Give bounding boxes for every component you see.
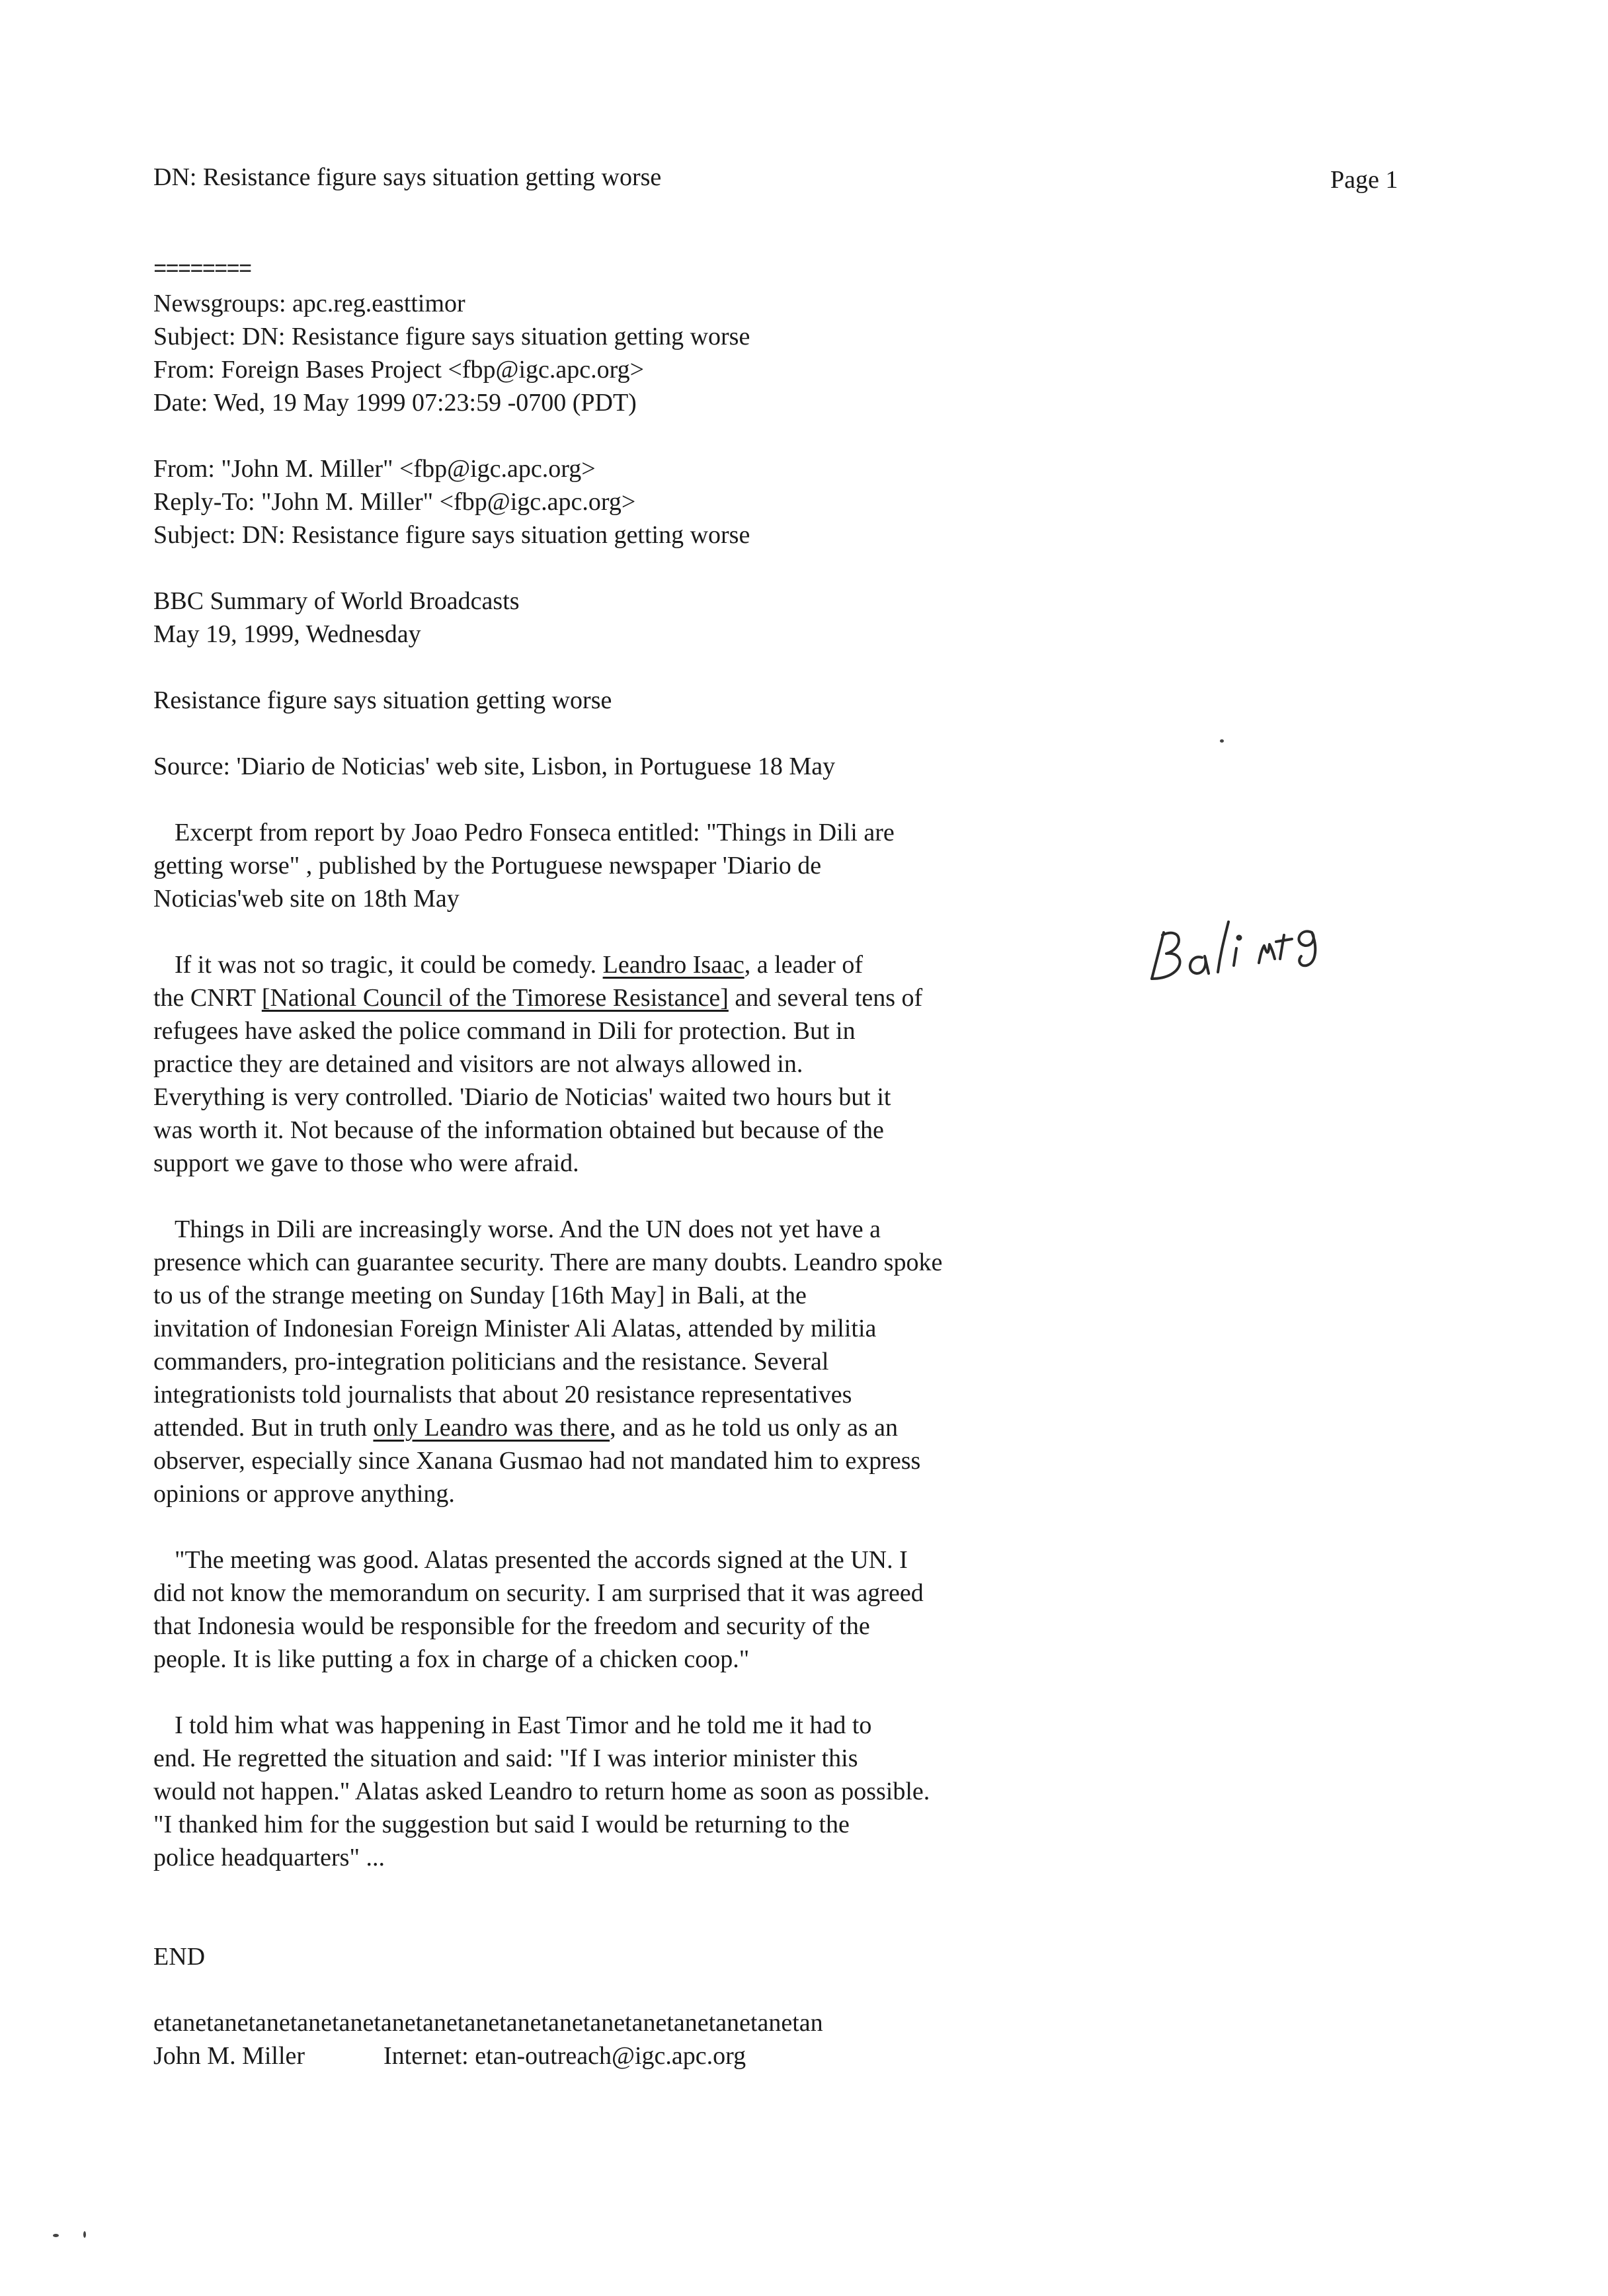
paragraph-quote xyxy=(153,1543,1066,1676)
handwritten-note-bali-mtg xyxy=(1144,880,1342,999)
paragraph-line: attended. But in truth only Leandro was there, and as he told us only as an xyxy=(153,1414,899,1442)
subject-line: Subject: DN: Resistance figure says situation getting worse xyxy=(153,323,750,350)
header-separator: ======== xyxy=(153,258,251,283)
paragraph-line: "The meeting was good. Alatas presented the accords signed at the UN. I xyxy=(175,1546,908,1574)
paragraph-line: was worth it. Not because of the information obtained but because of the xyxy=(153,1116,884,1144)
scan-speck xyxy=(1220,739,1224,743)
signature-internet: Internet: etan-outreach@igc.apc.org xyxy=(383,2042,746,2070)
paragraph-line: presence which can guarantee security. There are many doubts. Leandro spoke xyxy=(153,1249,943,1276)
end-marker: END xyxy=(153,1943,206,1971)
paragraph-line: police headquarters" ... xyxy=(153,1844,385,1871)
paragraph-line: people. It is like putting a fox in charge of a chicken coop." xyxy=(153,1645,750,1673)
scan-speck xyxy=(53,2234,59,2237)
paragraph-line: invitation of Indonesian Foreign Minister Ali Alatas, attended by militia xyxy=(153,1315,877,1342)
publication-name: BBC Summary of World Broadcasts xyxy=(153,587,520,615)
paragraph-line: "I thanked him for the suggestion but said I would be returning to the xyxy=(153,1811,850,1838)
forward-subject-line: Subject: DN: Resistance figure says situation getting worse xyxy=(153,521,750,549)
paragraph-line: would not happen." Alatas asked Leandro to return home as soon as possible. xyxy=(153,1778,930,1805)
paragraph-line: support we gave to those who were afraid. xyxy=(153,1149,579,1177)
date-line: Date: Wed, 19 May 1999 07:23:59 -0700 (PDT) xyxy=(153,389,637,417)
paragraph-line: If it was not so tragic, it could be comedy. Leandro Isaac, a leader of xyxy=(175,951,864,979)
paragraph-line: end. He regretted the situation and said: "If I was interior minister this xyxy=(153,1744,858,1772)
paragraph-closing xyxy=(153,1709,1066,1874)
underlined-text: Leandro Isaac xyxy=(602,951,744,979)
paragraph-line: commanders, pro-integration politicians and the resistance. Several xyxy=(153,1348,829,1375)
paragraph-line: Excerpt from report by Joao Pedro Fonseca entitled: "Things in Dili are xyxy=(175,819,895,846)
page-number: Page 1 xyxy=(1330,166,1398,194)
paragraph-comedy xyxy=(153,948,1066,1180)
paragraph-line: refugees have asked the police command in Dili for protection. But in xyxy=(153,1017,856,1045)
page-header-title: DN: Resistance figure says situation getting worse xyxy=(153,163,662,191)
paragraph-line: observer, especially since Xanana Gusmao had not mandated him to express xyxy=(153,1447,921,1475)
article-source: Source: 'Diario de Noticias' web site, Lisbon, in Portuguese 18 May xyxy=(153,753,836,780)
paragraph-line: Noticias'web site on 18th May xyxy=(153,885,460,913)
paragraph-line: getting worse" , published by the Portuguese newspaper 'Diario de xyxy=(153,852,822,880)
paragraph-dili xyxy=(153,1213,1066,1510)
underlined-text: only Leandro was there xyxy=(373,1414,610,1442)
paragraph-line: did not know the memorandum on security. I am surprised that it was agreed xyxy=(153,1579,924,1607)
newsgroups-line: Newsgroups: apc.reg.easttimor xyxy=(153,290,465,317)
footer-signature xyxy=(153,2039,1066,2072)
paragraph-line: I told him what was happening in East Timor and he told me it had to xyxy=(175,1711,872,1739)
paragraph-excerpt xyxy=(153,816,1066,915)
paragraph-line: Everything is very controlled. 'Diario de Noticias' waited two hours but it xyxy=(153,1083,891,1111)
publication-date: May 19, 1999, Wednesday xyxy=(153,620,421,648)
paragraph-line: that Indonesia would be responsible for the freedom and security of the xyxy=(153,1612,870,1640)
article-headline: Resistance figure says situation getting worse xyxy=(153,686,612,714)
forward-from-line: From: "John M. Miller" <fbp@igc.apc.org> xyxy=(153,455,596,483)
paragraph-line: Things in Dili are increasingly worse. And the UN does not yet have a xyxy=(175,1215,881,1243)
reply-to-line: Reply-To: "John M. Miller" <fbp@igc.apc.org> xyxy=(153,488,636,516)
footer-banner: etanetanetanetanetanetanetanetanetanetanetanetanetanetanetanetan xyxy=(153,2009,823,2037)
scan-speck xyxy=(83,2231,86,2238)
paragraph-line: integrationists told journalists that about 20 resistance representatives xyxy=(153,1381,852,1409)
paragraph-line: opinions or approve anything. xyxy=(153,1480,455,1508)
paragraph-line: practice they are detained and visitors are not always allowed in. xyxy=(153,1050,803,1078)
paragraph-line: the CNRT [National Council of the Timorese Resistance] and several tens of xyxy=(153,984,923,1012)
document-body xyxy=(153,254,1066,2072)
signature-name: John M. Miller xyxy=(153,2042,305,2070)
paragraph-line: to us of the strange meeting on Sunday [16th May] in Bali, at the xyxy=(153,1282,807,1309)
from-line: From: Foreign Bases Project <fbp@igc.apc.org> xyxy=(153,356,645,384)
underlined-text: [National Council of the Timorese Resistance] xyxy=(261,984,729,1012)
